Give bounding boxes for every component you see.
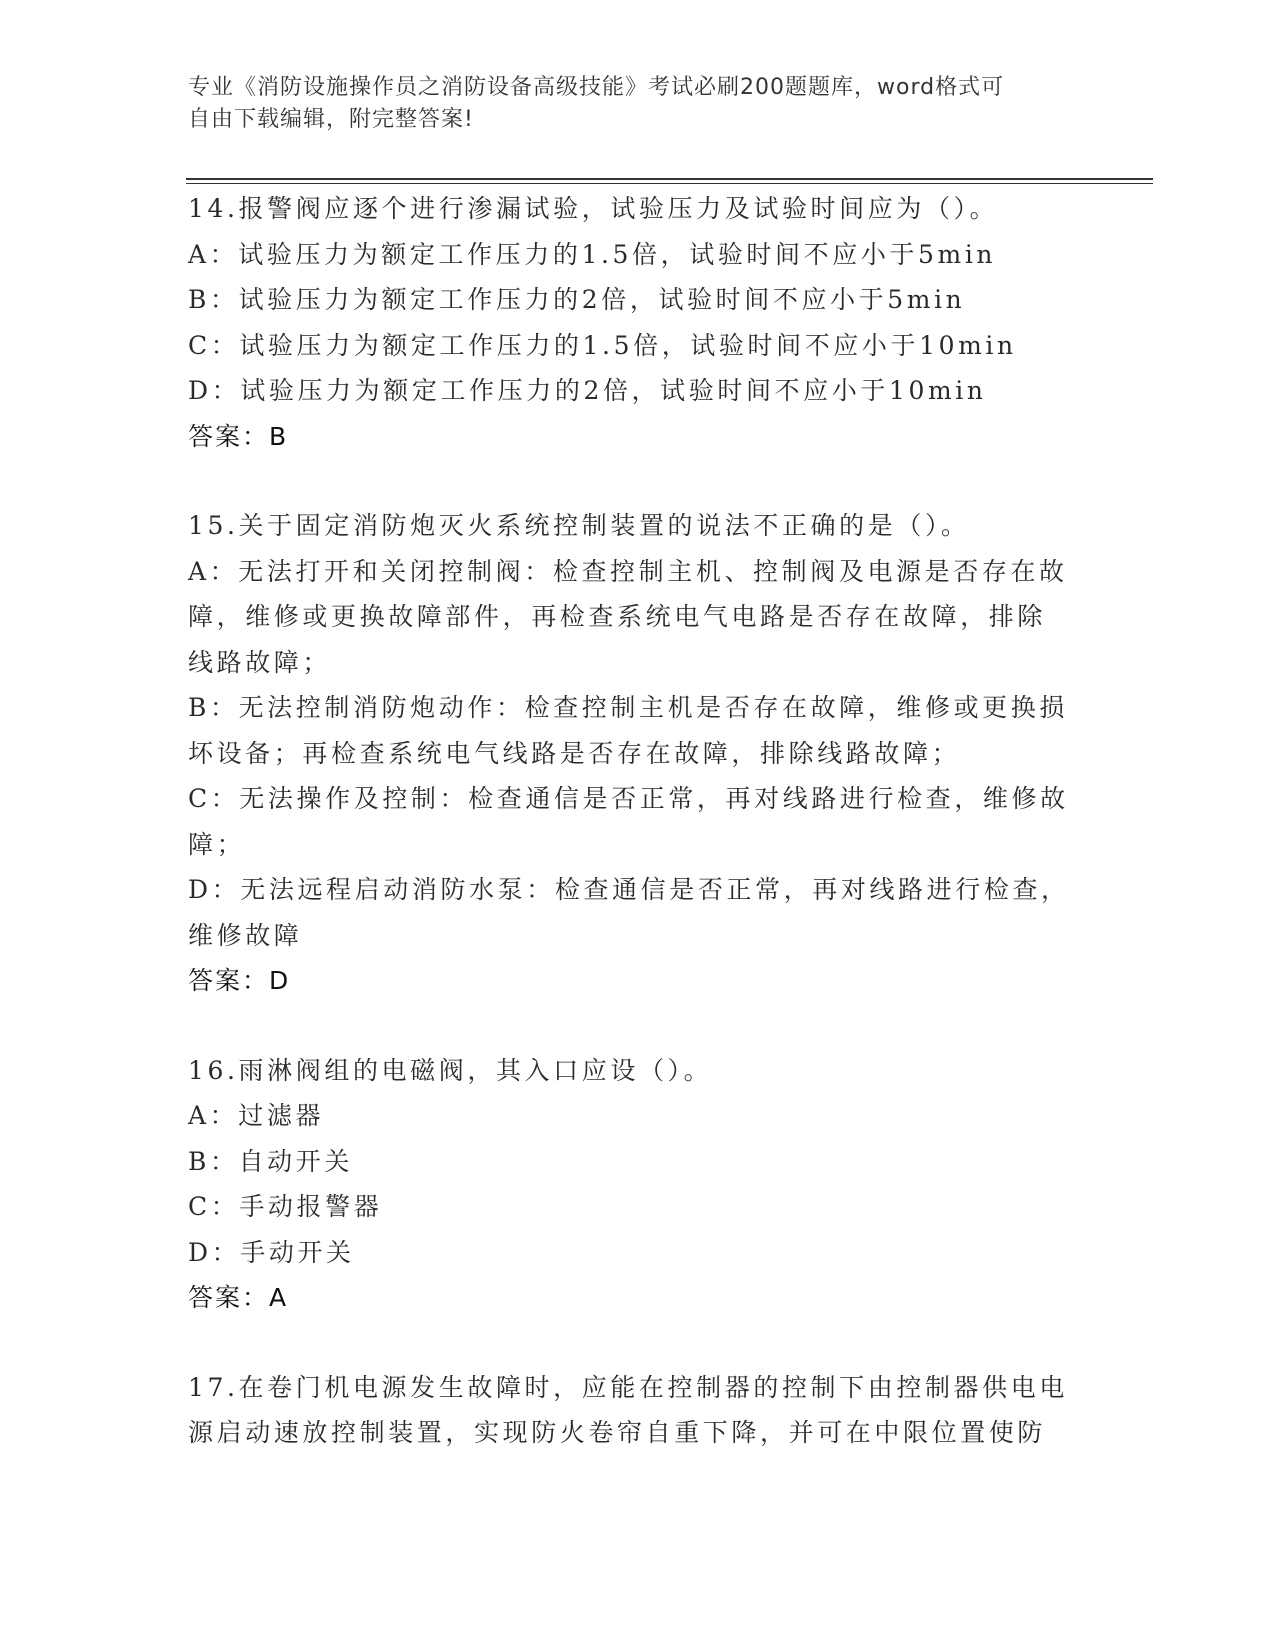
question-stem: 16.雨淋阀组的电磁阀，其入口应设（）。 <box>188 1055 713 1085</box>
option-b: B：自动开关 <box>188 1146 353 1176</box>
question-stem-line-2: 源启动速放控制装置，实现防火卷帘自重下降，并可在中限位置使防 <box>188 1418 1047 1447</box>
question-stem: 15.关于固定消防炮灭火系统控制装置的说法不正确的是（）。 <box>188 511 970 540</box>
option-c-line-2: 障； <box>188 829 246 859</box>
question-15 <box>188 503 1088 1004</box>
header-line-2: 自由下载编辑，附完整答案! <box>188 107 474 132</box>
question-stem-line-1: 17.在卷门机电源发生故障时，应能在控制器的控制下由控制器供电电 <box>188 1372 1068 1402</box>
option-a-line-1: A：无法打开和关闭控制阀：检查控制主机、控制阀及电源是否存在故 <box>188 556 1068 586</box>
document-header <box>188 72 1068 136</box>
option-c: C：手动报警器 <box>188 1192 383 1221</box>
option-d: D：手动开关 <box>188 1237 355 1267</box>
option-c-line-1: C：无法操作及控制：检查通信是否正常，再对线路进行检查，维修故 <box>188 784 1069 813</box>
question-16 <box>188 1048 1088 1321</box>
question-list <box>188 186 1088 1500</box>
option-c: C：试验压力为额定工作压力的1.5倍，试验时间不应小于10min <box>188 330 1017 360</box>
option-d-line-2: 维修故障 <box>188 920 303 950</box>
option-d-line-1: D：无法远程启动消防水泵：检查通信是否正常，再对线路进行检查， <box>188 875 1070 904</box>
option-a-line-3: 线路故障； <box>188 647 332 677</box>
option-b-line-1: B：无法控制消防炮动作：检查控制主机是否存在故障，维修或更换损 <box>188 693 1068 722</box>
option-a: A：试验压力为额定工作压力的1.5倍，试验时间不应小于5min <box>188 239 997 269</box>
option-a: A：过滤器 <box>188 1101 325 1130</box>
option-a-line-2: 障，维修或更换故障部件，再检查系统电气电路是否存在故障，排除 <box>188 602 1047 631</box>
question-stem: 14.报警阀应逐个进行渗漏试验，试验压力及试验时间应为（）。 <box>188 194 999 223</box>
header-divider-bottom <box>186 183 1153 184</box>
answer-label: 答案：D <box>188 966 291 995</box>
option-b: B：试验压力为额定工作压力的2倍，试验时间不应小于5min <box>188 285 966 314</box>
question-14 <box>188 186 1088 459</box>
option-b-line-2: 坏设备；再检查系统电气线路是否存在故障，排除线路故障； <box>188 738 961 768</box>
option-d: D：试验压力为额定工作压力的2倍，试验时间不应小于10min <box>188 376 987 405</box>
header-line-1: 专业《消防设施操作员之消防设备高级技能》考试必刷200题题库，word格式可 <box>188 75 1005 100</box>
answer-label: 答案：B <box>188 421 289 451</box>
question-17 <box>188 1365 1088 1456</box>
header-divider-top <box>186 178 1153 180</box>
answer-label: 答案：A <box>188 1283 289 1312</box>
